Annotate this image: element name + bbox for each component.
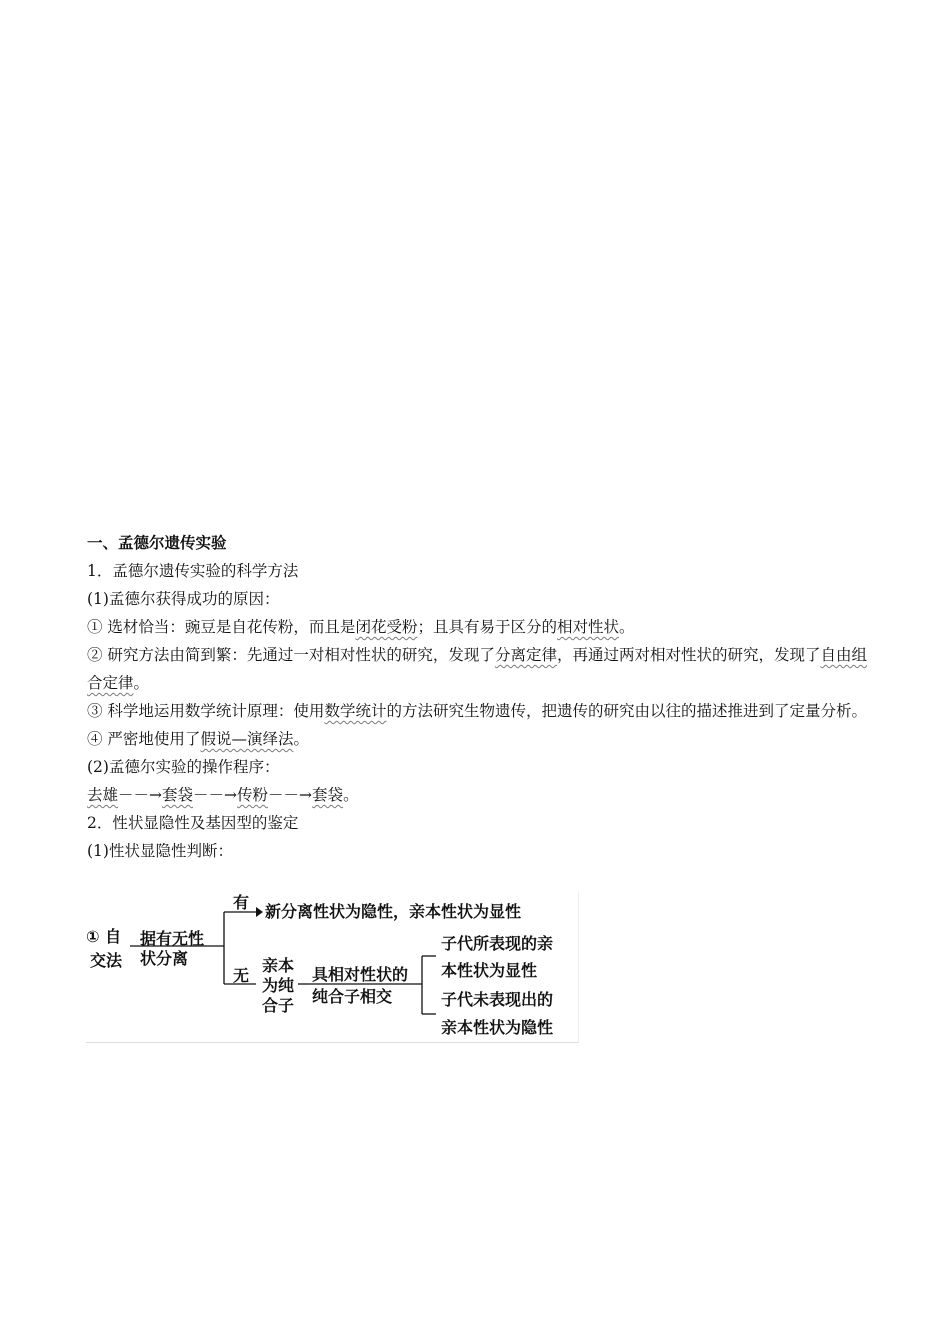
procedure-step: 去雄 <box>87 786 119 804</box>
arrow-icon: －－→ <box>193 786 238 804</box>
result-text: 本性状为显性 <box>441 961 538 980</box>
yes-result: 新分离性状为隐性，亲本性状为显性 <box>265 902 522 921</box>
key-term: 数学统计 <box>324 702 387 720</box>
key-term: 假说—演绎法 <box>200 730 294 748</box>
key-term: 相对性状 <box>556 618 619 636</box>
procedure-step: 套袋 <box>312 786 344 804</box>
condition-text: 状分离 <box>140 949 189 968</box>
subsection-title-2: 2．性状显隐性及基因型的鉴定 <box>87 814 299 832</box>
reason-item-4: ④ 严密地使用了假说—演绎法。 <box>87 730 309 748</box>
method-label: 交法 <box>90 951 123 970</box>
method-label: ① 自 <box>86 927 122 946</box>
selfing-judgment-diagram <box>86 892 579 1043</box>
result-text: 子代所表现的亲 <box>441 934 554 953</box>
arrow-icon: －－→ <box>118 786 163 804</box>
procedure-steps: 去雄－－→套袋－－→传粉－－→套袋。 <box>87 786 359 804</box>
procedure-step: 传粉 <box>237 786 269 804</box>
cross-text: 纯合子相交 <box>312 987 393 1006</box>
result-text: 亲本性状为隐性 <box>441 1018 554 1037</box>
sub-point-1-1: (1)孟德尔获得成功的原因： <box>87 590 280 608</box>
no-label: 无 <box>233 966 250 985</box>
sub-point-2-1: (1)性状显隐性判断： <box>87 842 233 860</box>
document-body <box>87 529 877 865</box>
parent-text: 亲本 <box>262 956 295 975</box>
sub-point-1-2: (2)孟德尔实验的操作程序： <box>87 758 280 776</box>
diagram-canvas <box>86 892 578 1042</box>
key-term: 分离定律 <box>494 646 557 664</box>
procedure-step: 套袋 <box>162 786 194 804</box>
key-term: 闭花受粉 <box>355 618 418 636</box>
condition-text: 据有无性 <box>140 929 205 948</box>
parent-text: 为纯 <box>262 976 295 995</box>
section-heading: 一、孟德尔遗传实验 <box>87 534 227 552</box>
arrow-icon: －－→ <box>268 786 313 804</box>
reason-item-1: ① 选材恰当：豌豆是自花传粉，而且是闭花受粉；且具有易于区分的相对性状。 <box>87 618 635 636</box>
subsection-title-1: 1．孟德尔遗传实验的科学方法 <box>87 562 299 580</box>
key-term: 自由组合定律 <box>87 646 867 692</box>
yes-label: 有 <box>233 893 250 912</box>
reason-item-3: ③ 科学地运用数学统计原理：使用数学统计的方法研究生物遗传，把遗传的研究由以往的描述推进到了定量分析。 <box>87 702 867 720</box>
result-text: 子代未表现出的 <box>441 990 554 1009</box>
reason-item-2: ② 研究方法由简到繁：先通过一对相对性状的研究，发现了分离定律，再通过两对相对性状的研究，发现了自由组合定律。 <box>87 646 867 692</box>
cross-text: 具相对性状的 <box>312 965 409 984</box>
parent-text: 合子 <box>262 996 295 1015</box>
arrow-icon <box>256 907 263 917</box>
